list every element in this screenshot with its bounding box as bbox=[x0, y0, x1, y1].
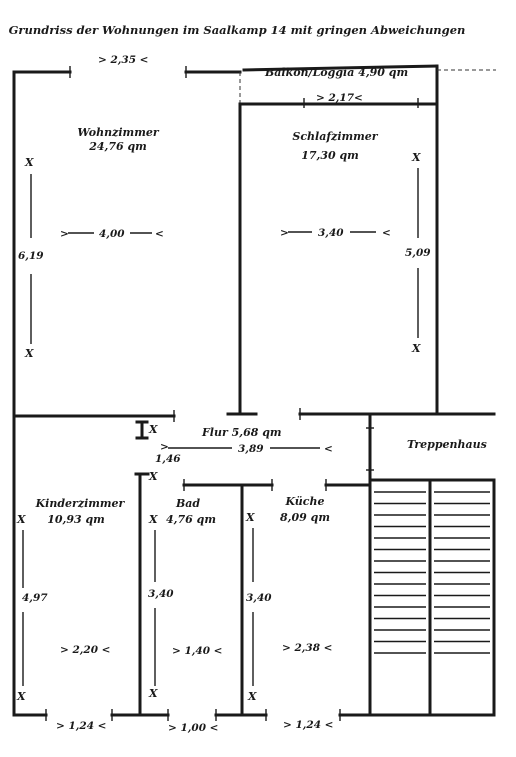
svg-text:X: X bbox=[412, 151, 421, 164]
svg-text:> 1,00 <: > 1,00 < bbox=[168, 722, 219, 734]
kitchen-area: 8,09 qm bbox=[280, 511, 330, 524]
bedroom-name: Schlafzimmer bbox=[292, 130, 378, 143]
kidsroom-area: 10,93 qm bbox=[47, 513, 105, 526]
bathroom-name: Bad bbox=[175, 497, 201, 510]
kidsroom-name: Kinderzimmer bbox=[35, 497, 125, 510]
kitchen-width-dimension: > 2,38 < bbox=[282, 642, 333, 654]
balcony bbox=[240, 66, 496, 104]
svg-text:6,19: 6,19 bbox=[18, 250, 44, 262]
top-balcony-dimension: > 2,35 < bbox=[98, 54, 149, 66]
bathroom-area: 4,76 qm bbox=[166, 513, 216, 526]
kidsroom-height-dimension bbox=[16, 513, 48, 703]
plan-title: Grundriss der Wohnungen im Saalkamp 14 mit gringen Abweichungen bbox=[8, 23, 466, 37]
svg-text:3,40: 3,40 bbox=[148, 588, 174, 600]
svg-text:X: X bbox=[246, 511, 255, 524]
svg-text:>: > bbox=[280, 227, 289, 239]
livingroom-name: Wohnzimmer bbox=[77, 126, 159, 139]
svg-text:3,89: 3,89 bbox=[238, 443, 264, 455]
livingroom-area: 24,76 qm bbox=[89, 140, 147, 153]
svg-text:X: X bbox=[149, 513, 158, 526]
svg-text:X: X bbox=[17, 513, 26, 526]
kitchen-name: Küche bbox=[285, 495, 325, 508]
svg-text:<: < bbox=[382, 227, 391, 239]
svg-text:5,09: 5,09 bbox=[405, 247, 431, 259]
svg-text:3,40: 3,40 bbox=[246, 592, 272, 604]
svg-text:X: X bbox=[17, 690, 26, 703]
bathroom-height-dimension bbox=[148, 513, 174, 700]
svg-text:>: > bbox=[160, 441, 169, 453]
bottom-dimensions bbox=[46, 709, 340, 734]
svg-text:X: X bbox=[149, 470, 158, 483]
bedroom-top-dimension: > 2,17< bbox=[316, 92, 363, 104]
svg-text:X: X bbox=[25, 347, 34, 360]
bedroom-width-dimension bbox=[280, 227, 391, 239]
svg-text:> 1,24 <: > 1,24 < bbox=[283, 719, 334, 731]
kidsroom-width-dimension: > 2,20 < bbox=[60, 644, 111, 656]
svg-text:>: > bbox=[60, 228, 69, 240]
bedroom-height-dimension bbox=[405, 151, 431, 355]
svg-text:4,00: 4,00 bbox=[99, 228, 125, 240]
staircase bbox=[366, 416, 494, 715]
bedroom-area: 17,30 qm bbox=[301, 149, 359, 162]
svg-text:<: < bbox=[324, 443, 333, 455]
balcony-label: Balkon/Loggia 4,90 qm bbox=[265, 66, 409, 79]
outer-walls bbox=[14, 66, 437, 715]
bathroom-width-dimension: > 1,40 < bbox=[172, 645, 223, 657]
hallway-label: Flur 5,68 qm bbox=[202, 426, 282, 439]
svg-text:1,46: 1,46 bbox=[155, 453, 181, 465]
svg-text:X: X bbox=[248, 690, 257, 703]
svg-text:3,40: 3,40 bbox=[318, 227, 344, 239]
svg-text:> 1,24 <: > 1,24 < bbox=[56, 720, 107, 732]
svg-text:X: X bbox=[412, 342, 421, 355]
livingroom-width-dimension bbox=[60, 228, 164, 240]
svg-text:<: < bbox=[155, 228, 164, 240]
svg-text:X: X bbox=[149, 423, 158, 436]
svg-text:X: X bbox=[149, 687, 158, 700]
kitchen-height-dimension bbox=[245, 511, 272, 703]
svg-text:4,97: 4,97 bbox=[22, 592, 48, 604]
staircase-label: Treppenhaus bbox=[407, 438, 487, 451]
svg-text:X: X bbox=[25, 156, 34, 169]
livingroom-height-dimension bbox=[18, 156, 44, 360]
